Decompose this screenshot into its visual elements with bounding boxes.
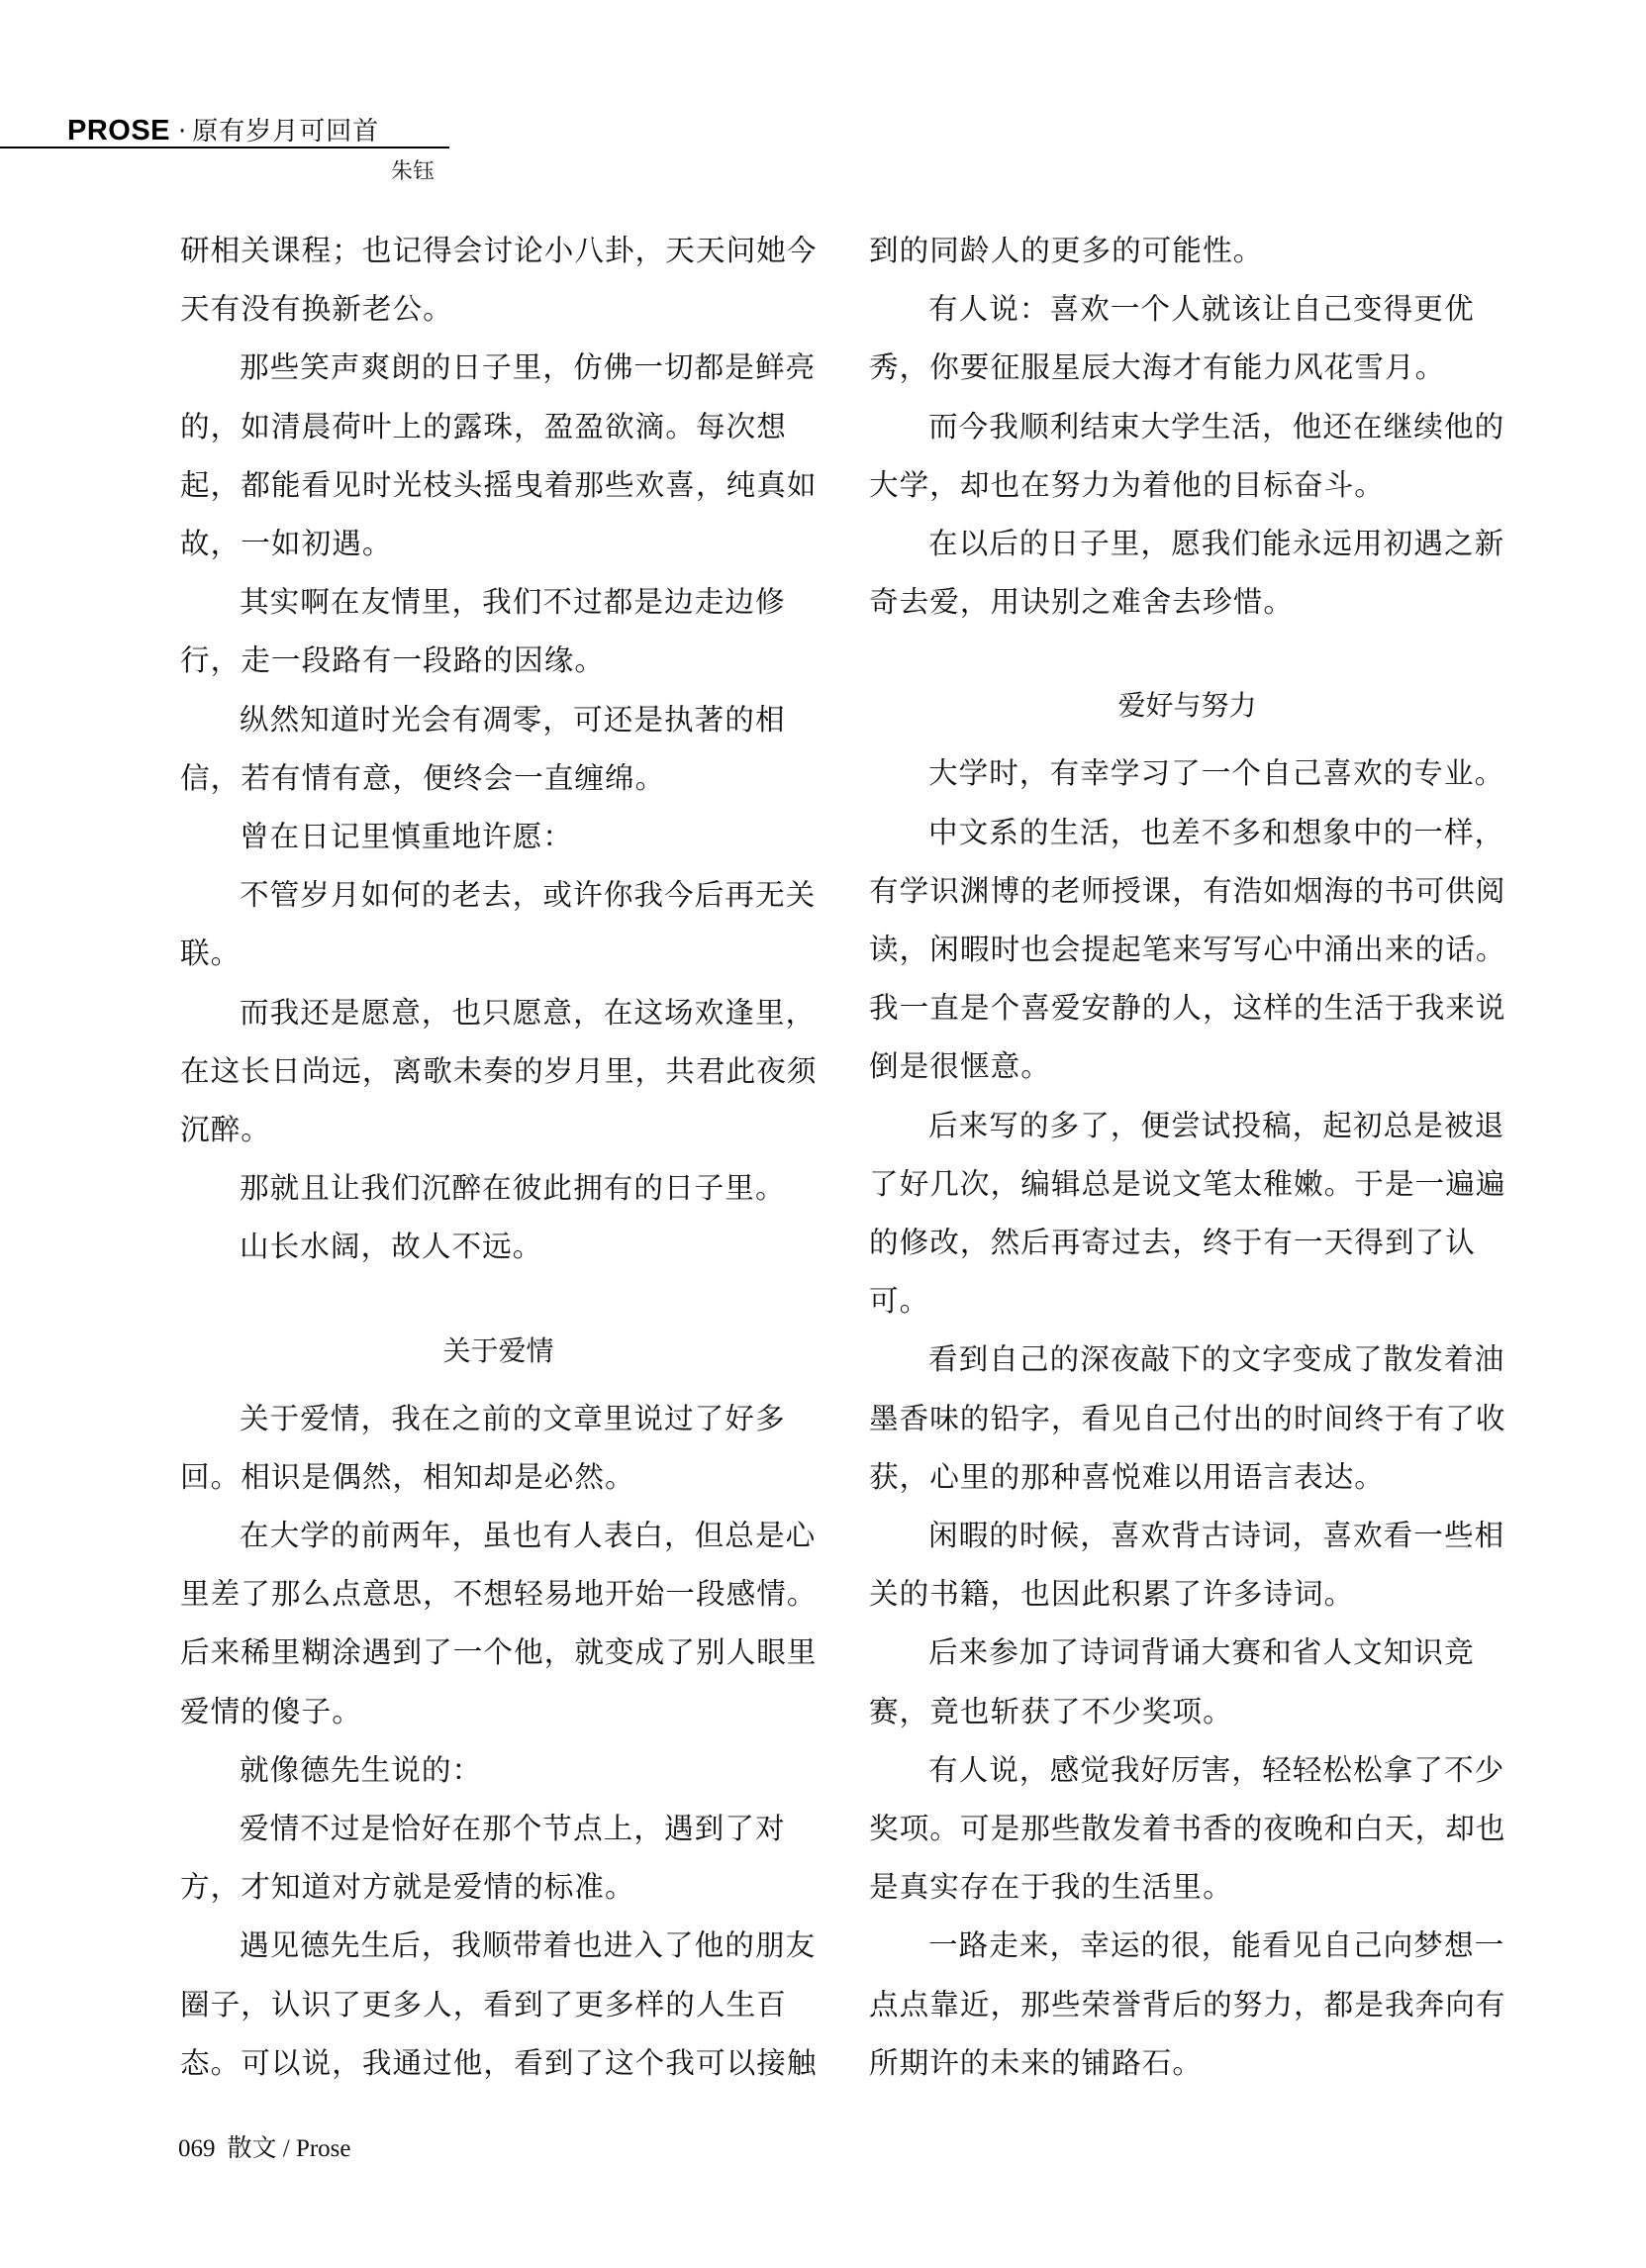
magazine-brand: PROSE <box>67 115 171 147</box>
text-line: 故，一如初遇。 <box>180 527 393 560</box>
text-line: 在大学的前两年，虽也有人表白，但总是心 <box>240 1519 817 1552</box>
article-title: 原有岁月可回首 <box>192 117 380 147</box>
text-line: 可。 <box>869 1284 930 1319</box>
text-line: 后来稀里糊涂遇到了一个他，就变成了别人眼里 <box>180 1635 818 1670</box>
text-line: 而我还是愿意，也只愿意，在这场欢逢里， <box>240 995 817 1030</box>
text-line: 纵然知道时光会有凋零，可还是执著的相 <box>240 702 786 737</box>
text-line: 方，才知道对方就是爱情的标准。 <box>180 1870 635 1905</box>
text-line: 的，如清晨荷叶上的露珠，盈盈欲滴。每次想 <box>180 409 787 444</box>
text-line: 奇去爱，用诀别之难舍去珍惜。 <box>869 585 1295 620</box>
magazine-name: 散文 / Prose <box>227 2135 351 2162</box>
text-line: 爱情的傻子。 <box>180 1694 362 1728</box>
text-line: 遇见德先生后，我顺带着也进入了他的朋友 <box>240 1928 817 1963</box>
text-line: 我一直是个喜爱安静的人，这样的生活于我来说 <box>869 991 1506 1026</box>
header-rule <box>0 147 449 148</box>
text-line: 关于爱情，我在之前的文章里说过了好多 <box>240 1401 786 1435</box>
text-line: 联。 <box>180 937 242 971</box>
text-line: 是真实存在于我的生活里。 <box>869 1870 1233 1905</box>
text-line: 读，闲暇时也会提起笔来写写心中涌出来的话。 <box>869 933 1506 966</box>
text-line: 有学识渊博的老师授课，有浩如烟海的书可供阅 <box>869 873 1506 908</box>
text-line: 获，心里的那种喜悦难以用语言表达。 <box>869 1459 1385 1494</box>
text-line: 而今我顺利结束大学生活，他还在继续他的 <box>928 409 1505 444</box>
text-line: 关的书籍，也因此积累了许多诗词。 <box>869 1577 1355 1612</box>
text-line: 在以后的日子里，愿我们能永远用初遇之新 <box>928 527 1505 560</box>
text-line: 闲暇的时候，喜欢背古诗词，喜欢看一些相 <box>928 1519 1505 1552</box>
text-line: 大学时，有幸学习了一个自己喜欢的专业。 <box>928 756 1505 791</box>
text-line: 在这长日尚远，离歌未奏的岁月里，共君此夜须 <box>180 1053 818 1088</box>
text-line: 山长水阔，故人不远。 <box>240 1230 543 1264</box>
text-line: 看到自己的深夜敲下的文字变成了散发着油 <box>928 1342 1505 1377</box>
text-line: 奖项。可是那些散发着书香的夜晚和白天，却也 <box>869 1812 1506 1845</box>
header-separator: · <box>178 117 187 147</box>
text-line: 研相关课程；也记得会讨论小八卦，天天问她今 <box>180 234 818 267</box>
text-line: 的修改，然后再寄过去，终于有一天得到了认 <box>869 1226 1476 1259</box>
text-line: 墨香味的铅字，看见自己付出的时间终于有了收 <box>869 1401 1506 1435</box>
text-line: 后来参加了诗词背诵大赛和省人文知识竞 <box>928 1635 1475 1670</box>
author-name: 朱钰 <box>391 159 436 184</box>
text-line: 那就且让我们沉醉在彼此拥有的日子里。 <box>240 1171 786 1206</box>
text-line: 天有没有换新老公。 <box>180 292 453 327</box>
text-line: 点点靠近，那些荣誉背后的努力，都是我奔向有 <box>869 1987 1506 2021</box>
text-line: 回。相识是偶然，相知却是必然。 <box>180 1459 635 1494</box>
text-line: 圈子，认识了更多人，看到了更多样的人生百 <box>180 1987 787 2021</box>
text-line: 有人说：喜欢一个人就该让自己变得更优 <box>928 292 1475 327</box>
text-line: 态。可以说，我通过他，看到了这个我可以接触 <box>180 2045 818 2080</box>
section-heading: 关于爱情 <box>442 1333 554 1367</box>
running-header <box>67 111 379 150</box>
text-line: 秀，你要征服星辰大海才有能力风花雪月。 <box>869 350 1446 385</box>
text-line: 一路走来，幸运的很，能看见自己向梦想一 <box>928 1928 1505 1963</box>
text-line: 赛，竟也斩获了不少奖项。 <box>869 1694 1233 1728</box>
text-line: 信，若有情有意，便终会一直缠绵。 <box>180 760 666 795</box>
text-line: 了好几次，编辑总是说文笔太稚嫩。于是一遍遍 <box>869 1166 1506 1201</box>
text-line: 爱情不过是恰好在那个节点上，遇到了对 <box>240 1812 786 1845</box>
text-line: 那些笑声爽朗的日子里，仿佛一切都是鲜亮 <box>240 350 817 385</box>
text-line: 有人说，感觉我好厉害，轻轻松松拿了不少 <box>928 1752 1505 1787</box>
text-line: 倒是很惬意。 <box>869 1049 1051 1084</box>
text-line: 行，走一段路有一段路的因缘。 <box>180 643 606 678</box>
text-line: 所期许的未来的铺路石。 <box>869 2045 1204 2080</box>
text-line: 沉醉。 <box>180 1113 271 1146</box>
page-footer <box>178 2128 351 2164</box>
text-line: 就像德先生说的： <box>240 1752 483 1787</box>
text-line: 大学，却也在努力为着他的目标奋斗。 <box>869 467 1385 502</box>
text-line: 曾在日记里慎重地许愿： <box>240 820 574 853</box>
text-line: 其实啊在友情里，我们不过都是边走边修 <box>240 585 786 620</box>
text-line: 不管岁月如何的老去，或许你我今后再无关 <box>240 878 817 913</box>
text-line: 中文系的生活，也差不多和想象中的一样， <box>928 815 1505 849</box>
section-heading: 爱好与努力 <box>1117 689 1257 723</box>
text-line: 里差了那么点意思，不想轻易地开始一段感情。 <box>180 1577 818 1612</box>
text-line: 后来写的多了，便尝试投稿，起初总是被退 <box>928 1108 1505 1142</box>
text-line: 到的同龄人的更多的可能性。 <box>869 234 1264 267</box>
page-number: 069 <box>178 2135 216 2162</box>
text-line: 起，都能看见时光枝头摇曳着那些欢喜，纯真如 <box>180 467 818 502</box>
